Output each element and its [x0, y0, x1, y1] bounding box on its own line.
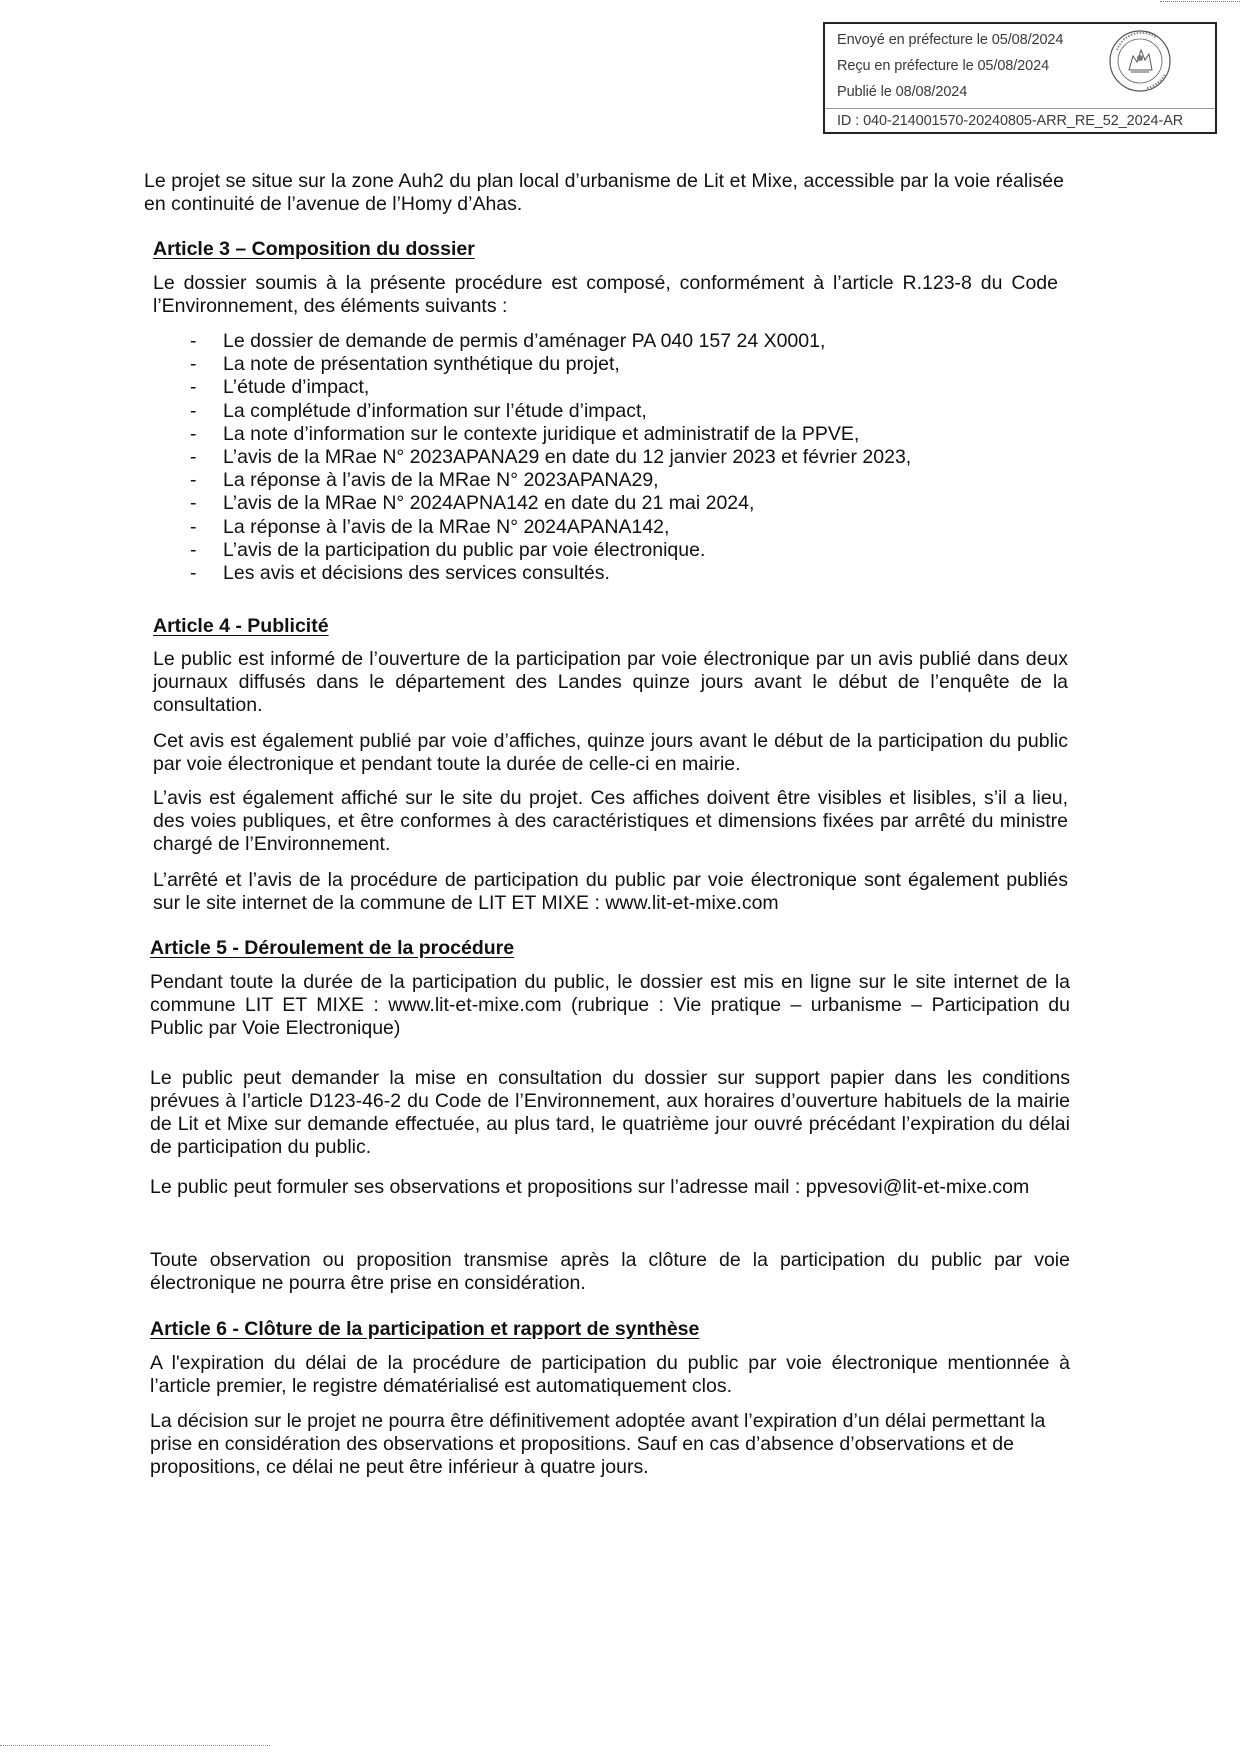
article-5-paragraph-3: Le public peut formuler ses observations et propositions sur l’adresse mail : ppvesovi@lit-et-mixe.com [150, 1176, 1030, 1198]
list-item-text: L’étude d’impact, [223, 376, 370, 399]
article-4-paragraph-3: L’avis est également affiché sur le site du projet. Ces affiches doivent être visibles et lisibles, s’il a lieu, des voies publiques, et être conformes à des caractéristiques et dimensions fixées par arrêté du ministre chargé de l’Environnement. [153, 787, 1068, 855]
list-item-text: Les avis et décisions des services consultés. [223, 561, 610, 584]
list-bullet: - [190, 469, 197, 492]
list-bullet: - [190, 399, 197, 422]
list-item [190, 469, 1090, 492]
list-bullet: - [190, 330, 197, 352]
list-item [190, 516, 1090, 539]
list-item [190, 539, 1090, 562]
stamp-divider [825, 108, 1215, 109]
list-bullet: - [190, 376, 197, 399]
stamp-published-date: Publié le 08/08/2024 [837, 84, 968, 100]
list-item [190, 446, 1090, 469]
list-bullet: - [190, 538, 197, 561]
article-6-paragraph-1: A l'expiration du délai de la procédure de participation du public par voie électronique mentionnée à l’article premier, le registre dématérialisé est automatiquement clos. [150, 1352, 1070, 1397]
article-3-intro: Le dossier soumis à la présente procédure est composé, conformément à l’article R.123-8 du Code l’Environnement, des éléments suivants : [153, 272, 1058, 317]
article-5-paragraph-2: Le public peut demander la mise en consultation du dossier sur support papier dans les conditions prévues à l’article D123-46-2 du Code de l’Environnement, aux horaires d’ouverture habituels de la mairie de Lit et Mixe sur demande effectuée, au plus tard, le quatrième jour ouvré précédant l’expiration du délai de participation du public. [150, 1067, 1070, 1158]
prefecture-stamp [823, 22, 1217, 134]
article-6-paragraph-2: La décision sur le projet ne pourra être définitivement adoptée avant l’expiration d’un délai permettant la prise en considération des observations et propositions. Sauf en cas d’absence d’observations et de propositions, ce délai ne peut être inférieur à quatre jours. [150, 1410, 1046, 1478]
article-4-paragraph-2: Cet avis est également publié par voie d’affiches, quinze jours avant le début de la participation du public par voie électronique et pendant toute la durée de celle-ci en mairie. [153, 730, 1068, 775]
article-5-paragraph-1: Pendant toute la durée de la participation du public, le dossier est mis en ligne sur le site internet de la commune LIT ET MIXE : www.lit-et-mixe.com (rubrique : Vie pratique – urbanisme – Participation du Public par Voie Electronique) [150, 971, 1070, 1039]
article-4-paragraph-1: Le public est informé de l’ouverture de la participation par voie électronique par un avis publié dans deux journaux diffusés dans le département des Landes quinze jours avant le début de l’enquête de la consultation. [153, 648, 1068, 716]
article-5-paragraph-4: Toute observation ou proposition transmise après la clôture de la participation du public par voie électronique ne pourra être prise en considération. [150, 1249, 1070, 1294]
list-bullet: - [190, 422, 197, 445]
list-item [190, 330, 1090, 353]
page-footer-dots [0, 1745, 270, 1746]
prefecture-seal-icon [1107, 28, 1173, 94]
list-item [190, 400, 1090, 423]
list-item-text: L’avis de la participation du public par voie électronique. [223, 538, 706, 561]
list-item-text: L’avis de la MRae N° 2023APANA29 en date du 12 janvier 2023 et février 2023, [223, 445, 912, 468]
list-bullet: - [190, 445, 197, 468]
intro-paragraph: Le projet se situe sur la zone Auh2 du plan local d’urbanisme de Lit et Mixe, accessible par la voie réalisée en continuité de l’avenue de l’Homy d’Ahas. [144, 170, 1064, 215]
article-5-title: Article 5 - Déroulement de la procédure [150, 937, 515, 959]
article-4-title: Article 4 - Publicité [153, 615, 329, 637]
list-item [190, 353, 1090, 376]
list-item [190, 562, 1090, 585]
list-item-text: La réponse à l’avis de la MRae N° 2024APANA142, [223, 515, 670, 538]
list-bullet: - [190, 353, 197, 376]
list-item-text: La complétude d’information sur l’étude d’impact, [223, 399, 647, 422]
stamp-sent-date: Envoyé en préfecture le 05/08/2024 [837, 32, 1064, 48]
stamp-id: ID : 040-214001570-20240805-ARR_RE_52_2024-AR [837, 113, 1184, 129]
list-item-text: Le dossier de demande de permis d’aménager PA 040 157 24 X0001, [223, 330, 826, 352]
list-bullet: - [190, 515, 197, 538]
list-item-text: La réponse à l’avis de la MRae N° 2023APANA29, [223, 469, 659, 492]
list-item-text: L’avis de la MRae N° 2024APNA142 en date du 21 mai 2024, [223, 492, 755, 515]
article-4-paragraph-4: L’arrêté et l’avis de la procédure de participation du public par voie électronique sont également publiés sur le site internet de la commune de LIT ET MIXE : www.lit-et-mixe.com [153, 869, 1068, 914]
dossier-items-list [190, 330, 1090, 585]
page-edge-dots [1160, 1, 1240, 2]
list-item-text: La note de présentation synthétique du projet, [223, 353, 620, 376]
list-item [190, 423, 1090, 446]
list-bullet: - [190, 561, 197, 584]
article-3-title: Article 3 – Composition du dossier [153, 238, 475, 260]
list-item-text: La note d’information sur le contexte juridique et administratif de la PPVE, [223, 422, 860, 445]
article-6-title: Article 6 - Clôture de la participation et rapport de synthèse [150, 1318, 700, 1340]
stamp-received-date: Reçu en préfecture le 05/08/2024 [837, 58, 1050, 74]
list-bullet: - [190, 492, 197, 515]
list-item [190, 492, 1090, 515]
list-item [190, 376, 1090, 399]
